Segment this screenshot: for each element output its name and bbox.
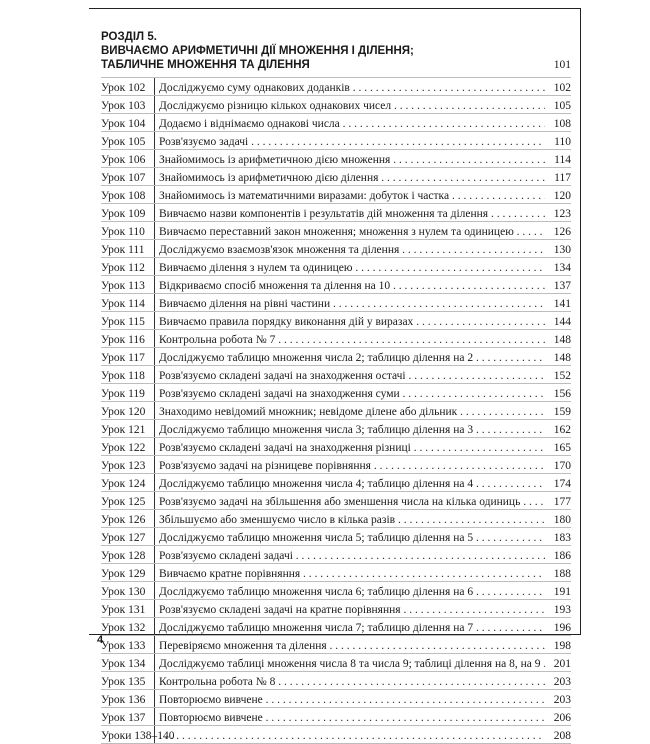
toc-lesson-title: Розв'язуємо задачі . . . xyxy=(155,136,545,149)
toc-lesson-number: Урок 137 xyxy=(101,708,155,725)
toc-lesson-title: Досліджуємо таблицю множення числа 7; таблицю ділення на 7 . . . xyxy=(155,622,545,635)
toc-row xyxy=(101,563,571,581)
toc-row xyxy=(101,635,571,653)
toc-row xyxy=(101,653,571,671)
toc-lesson-number: Урок 128 xyxy=(101,546,155,563)
toc-lesson-title: Досліджуємо таблицю множення числа 5; таблицю ділення на 5 . . . xyxy=(155,532,545,545)
toc-lesson-title: Досліджуємо таблицю множення числа 2; таблицю ділення на 2 . . . xyxy=(155,352,545,365)
toc-lesson-number: Уроки 138–140 xyxy=(101,726,155,743)
section-page-number: 101 xyxy=(553,59,571,71)
toc-lesson-title: Вивчаємо переставний закон множення; множення з нулем та одиницею . . . xyxy=(155,226,545,239)
toc-page-number: 180 xyxy=(553,514,571,526)
toc-lesson-number: Урок 136 xyxy=(101,690,155,707)
toc-lesson-title: Знайомимось із арифметичною дією множення . . . xyxy=(155,154,545,167)
toc-page-number: 165 xyxy=(553,442,571,454)
toc-lesson-title: Вивчаємо назви компонентів і результатів дій множення та ділення . . . xyxy=(155,208,545,221)
toc-row xyxy=(101,671,571,689)
toc-lesson-number: Урок 113 xyxy=(101,276,155,293)
toc-page-number: 183 xyxy=(553,532,571,544)
toc-page-number: 120 xyxy=(553,190,571,202)
toc-row xyxy=(101,383,571,401)
toc-lesson-title: Розв'язуємо складені задачі на знаходження суми . . . xyxy=(155,388,545,401)
toc-row xyxy=(101,581,571,599)
toc-lesson-title: Вивчаємо ділення на рівні частини . . . xyxy=(155,298,545,311)
toc-row xyxy=(101,311,571,329)
toc-page-number: 177 xyxy=(553,496,571,508)
toc-page-number: 108 xyxy=(553,118,571,130)
toc-page-number: 114 xyxy=(554,154,571,166)
toc-lesson-number: Урок 127 xyxy=(101,528,155,545)
toc-lesson-title: Повторюємо вивчене . . . xyxy=(155,694,545,707)
toc-page-number: 126 xyxy=(553,226,571,238)
toc-lesson-number: Урок 124 xyxy=(101,474,155,491)
toc-page-number: 198 xyxy=(553,640,571,652)
toc-lesson-number: Урок 117 xyxy=(101,348,155,365)
toc-lesson-title: Контрольна робота № 8 . . . xyxy=(155,676,545,689)
toc-lesson-number: Урок 135 xyxy=(101,672,155,689)
toc-lesson-number: Урок 130 xyxy=(101,582,155,599)
section-title-line-2-row xyxy=(101,58,571,72)
toc-row xyxy=(101,617,571,635)
toc-lesson-title: Вивчаємо правила порядку виконання дій у виразах . . . xyxy=(155,316,545,329)
toc-page-number: 162 xyxy=(553,424,571,436)
toc-lesson-title: Вивчаємо кратне порівняння . . . xyxy=(155,568,545,581)
toc-row xyxy=(101,545,571,563)
toc-lesson-number: Урок 126 xyxy=(101,510,155,527)
toc-lesson-number: Урок 116 xyxy=(101,330,155,347)
toc-row xyxy=(101,149,571,167)
toc-row xyxy=(101,203,571,221)
toc-lesson-number: Урок 107 xyxy=(101,168,155,185)
toc-page-number: 141 xyxy=(553,298,571,310)
toc-lesson-title: Додаємо і віднімаємо однакові числа . . . xyxy=(155,118,545,131)
toc-lesson-number: Урок 106 xyxy=(101,150,155,167)
toc-page-number: 105 xyxy=(553,100,571,112)
toc-row xyxy=(101,167,571,185)
toc-lesson-title: Розв'язуємо складені задачі на кратне порівняння . . . xyxy=(155,604,545,617)
toc-page-number: 137 xyxy=(553,280,571,292)
toc-page-number: 117 xyxy=(554,172,571,184)
toc-lesson-title: Знайомимось із арифметичною дією ділення . . . xyxy=(155,172,545,185)
toc-row xyxy=(101,239,571,257)
toc-row xyxy=(101,419,571,437)
toc-page-number: 203 xyxy=(553,694,571,706)
toc-page-number: 144 xyxy=(553,316,571,328)
toc-row xyxy=(101,275,571,293)
toc-row xyxy=(101,725,571,744)
toc-row xyxy=(101,329,571,347)
toc-page-number: 191 xyxy=(553,586,571,598)
toc-lesson-title: Досліджуємо таблицю множення числа 6; таблицю ділення на 6 . . . xyxy=(155,586,545,599)
toc-row xyxy=(101,491,571,509)
toc-row xyxy=(101,221,571,239)
toc-page-number: 188 xyxy=(553,568,571,580)
toc-lesson-title: Відкриваємо спосіб множення та ділення на 10 . . . xyxy=(155,280,545,293)
toc-row xyxy=(101,293,571,311)
toc-lesson-title: Повторюємо вивчене . . . xyxy=(155,712,545,725)
toc-row xyxy=(101,527,571,545)
toc-lesson-number: Урок 134 xyxy=(101,654,155,671)
toc-page-number: 152 xyxy=(553,370,571,382)
toc-lesson-number: Урок 104 xyxy=(101,114,155,131)
toc-page-number: 206 xyxy=(553,712,571,724)
toc-row xyxy=(101,689,571,707)
top-rule xyxy=(89,8,580,9)
toc-page-number: 130 xyxy=(553,244,571,256)
toc-page-number: 203 xyxy=(553,676,571,688)
toc-row xyxy=(101,437,571,455)
toc-lesson-title: Досліджуємо таблиці множення числа 8 та числа 9; таблиці ділення на 8, на 9 . . . xyxy=(155,658,545,671)
section-heading: РОЗДІЛ 5. xyxy=(101,31,157,43)
toc-row xyxy=(101,455,571,473)
toc-lesson-number: Урок 110 xyxy=(101,222,155,239)
toc-lesson-title: Контрольна робота № 7 . . . xyxy=(155,334,545,347)
toc-lesson-title: Розв'язуємо складені задачі на знаходження різниці . . . xyxy=(155,442,545,455)
toc-row xyxy=(101,707,571,725)
toc-lesson-number: Урок 123 xyxy=(101,456,155,473)
toc-lesson-number: Урок 120 xyxy=(101,402,155,419)
toc-page-number: 134 xyxy=(553,262,571,274)
toc-row xyxy=(101,185,571,203)
toc-row xyxy=(101,113,571,131)
toc-lesson-number: Урок 133 xyxy=(101,636,155,653)
footer-page-number: 4 xyxy=(97,634,104,646)
toc-row xyxy=(101,509,571,527)
toc-lesson-number: Урок 114 xyxy=(101,294,155,311)
toc-lesson-title: Розв'язуємо задачі на збільшення або зменшення числа на кілька одиниць . . . xyxy=(155,496,545,509)
toc-lesson-title: Розв'язуємо складені задачі на знаходження остачі . . . xyxy=(155,370,545,383)
toc-lesson-title: Збільшуємо або зменшуємо число в кілька разів . . . xyxy=(155,514,545,527)
toc-lesson-number: Урок 109 xyxy=(101,204,155,221)
toc-row xyxy=(101,95,571,113)
toc-lesson-title: Розв'язуємо складені задачі . . . xyxy=(155,550,545,563)
toc-lesson-number: Урок 121 xyxy=(101,420,155,437)
page-frame xyxy=(89,8,581,742)
toc-lesson-title: Розв'язуємо задачі на різницеве порівняння . . . xyxy=(155,460,545,473)
toc-lesson-number: Урок 122 xyxy=(101,438,155,455)
toc-page-number: 156 xyxy=(553,388,571,400)
toc-row xyxy=(101,347,571,365)
toc-row xyxy=(101,401,571,419)
toc-lesson-title: Досліджуємо таблицю множення числа 4; таблицю ділення на 4 . . . xyxy=(155,478,545,491)
toc-page-number: 148 xyxy=(553,352,571,364)
toc-lesson-number: Урок 103 xyxy=(101,96,155,113)
toc-page-number: 196 xyxy=(553,622,571,634)
toc-row xyxy=(101,257,571,275)
toc-lesson-number: Урок 115 xyxy=(101,312,155,329)
toc-lesson-title: Досліджуємо суму однакових доданків . . . xyxy=(155,82,545,95)
toc-row xyxy=(101,77,571,95)
toc-lesson-title: Досліджуємо взаємозв'язок множення та ділення . . . xyxy=(155,244,545,257)
table-of-contents xyxy=(101,77,571,744)
section-title-line-1: ВИВЧАЄМО АРИФМЕТИЧНІ ДІЇ МНОЖЕННЯ І ДІЛЕННЯ; xyxy=(101,45,414,57)
toc-page-number: 201 xyxy=(553,658,571,670)
toc-lesson-number: Урок 112 xyxy=(101,258,155,275)
toc-lesson-title: Знайомимось із математичними виразами: добуток і частка . . . xyxy=(155,190,545,203)
toc-lesson-number: Урок 129 xyxy=(101,564,155,581)
toc-lesson-number: Урок 102 xyxy=(101,78,155,95)
toc-page-number: 186 xyxy=(553,550,571,562)
toc-lesson-number: Урок 118 xyxy=(101,366,155,383)
toc-lesson-title: Досліджуємо різницю кількох однакових чисел . . . xyxy=(155,100,545,113)
toc-lesson-number: Урок 125 xyxy=(101,492,155,509)
toc-lesson-title: Перевіряємо множення та ділення . . . xyxy=(155,640,545,653)
toc-lesson-number: Урок 105 xyxy=(101,132,155,149)
toc-page-number: 170 xyxy=(553,460,571,472)
toc-lesson-title: Досліджуємо таблицю множення числа 3; таблицю ділення на 3 . . . xyxy=(155,424,545,437)
toc-page-number: 208 xyxy=(553,730,571,742)
toc-lesson-title: Знаходимо невідомий множник; невідоме ділене або дільник . . . xyxy=(155,406,545,419)
toc-lesson-number: Урок 119 xyxy=(101,384,155,401)
toc-row xyxy=(101,599,571,617)
toc-lesson-number: Урок 132 xyxy=(101,618,155,635)
toc-page-number: 102 xyxy=(553,82,571,94)
toc-page-number: 193 xyxy=(553,604,571,616)
toc-row xyxy=(101,365,571,383)
toc-page-number: 148 xyxy=(553,334,571,346)
toc-lesson-title: Вивчаємо ділення з нулем та одиницею . . . xyxy=(155,262,545,275)
toc-page-number: 174 xyxy=(553,478,571,490)
toc-lesson-number: Урок 108 xyxy=(101,186,155,203)
toc-page-number: 110 xyxy=(554,136,571,148)
toc-row xyxy=(101,131,571,149)
toc-lesson-number: Урок 111 xyxy=(101,240,155,257)
toc-lesson-title xyxy=(155,730,545,743)
toc-page-number: 123 xyxy=(553,208,571,220)
toc-lesson-number: Урок 131 xyxy=(101,600,155,617)
section-header xyxy=(101,30,571,72)
section-title-line-2: ТАБЛИЧНЕ МНОЖЕННЯ ТА ДІЛЕННЯ xyxy=(101,59,310,71)
toc-row xyxy=(101,473,571,491)
toc-page-number: 159 xyxy=(553,406,571,418)
